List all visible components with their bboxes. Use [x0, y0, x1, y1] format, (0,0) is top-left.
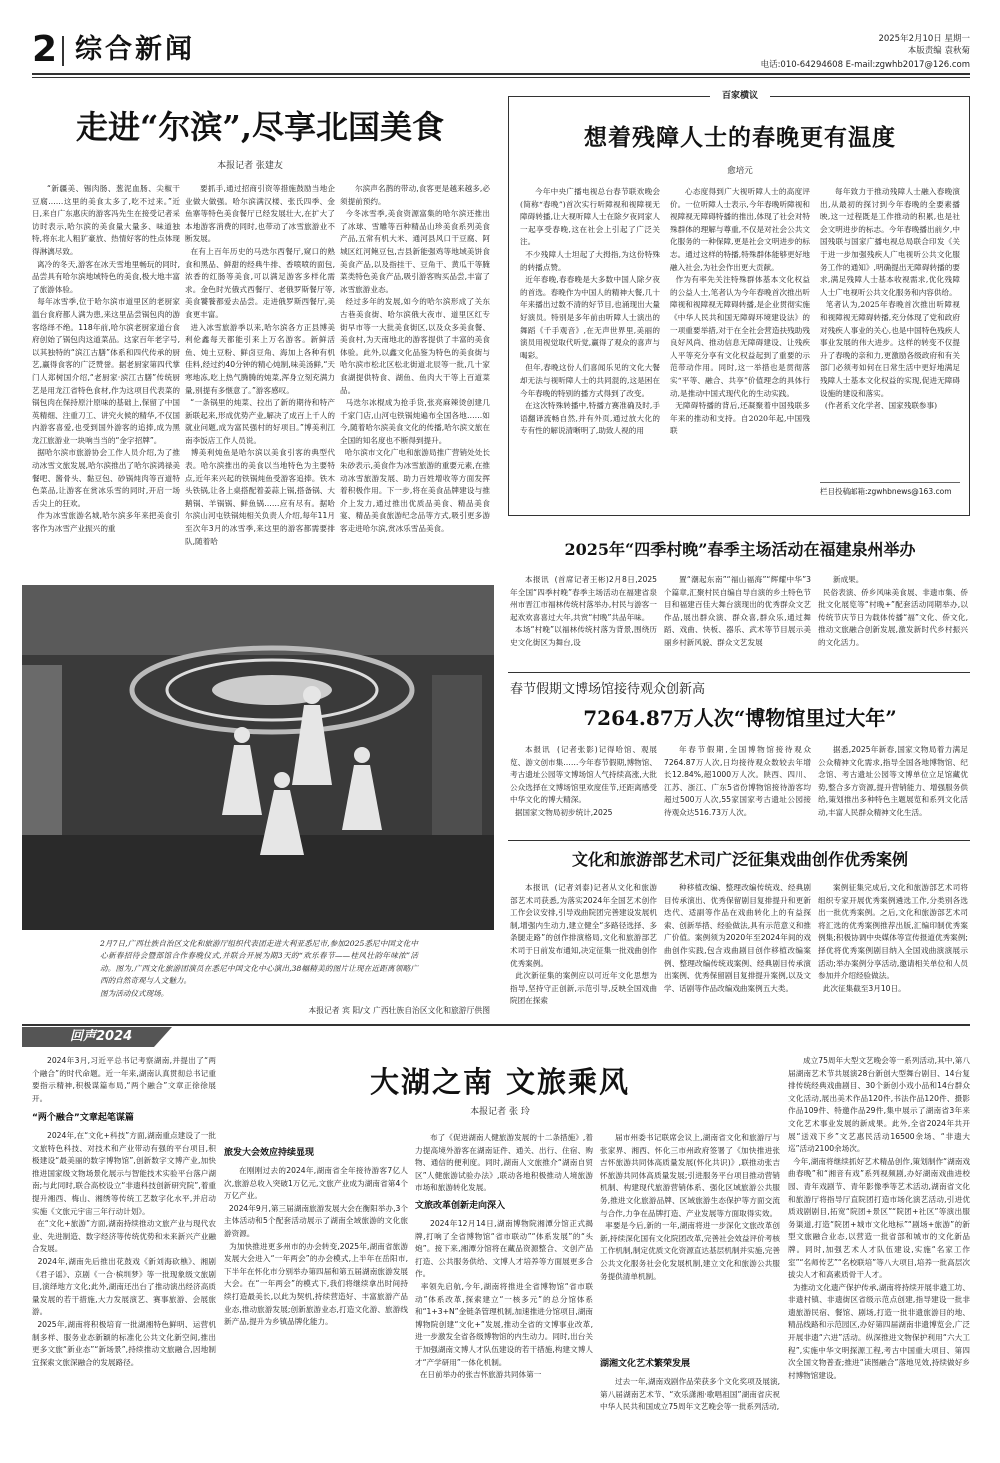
opera-col-3: 案例征集完成后,文化和旅游部艺术司将组织专家开展优秀案例遴选工作,分类别各选出一批优秀案例。之后,文化和旅游部艺术司将汇选的优秀案例推荐出版,汇编印制优秀案例集;积极协调中央媒体等宣传报道优秀案例;择优将优秀案例剧目纳入全国戏曲演演展示活动;举办案例分享活动,邀请相关单位和人员参加并介绍经验做法。 此次征集截至3月10日。	[818, 883, 968, 993]
museum-kicker: 春节假期文博场馆接待观众创新高	[510, 682, 706, 697]
opera-headline: 文化和旅游部艺术司广泛征集戏曲创作优秀案例	[571, 850, 908, 869]
page-number: 2	[32, 29, 58, 70]
huisheng-col-3: 布了《促进湖南人健旅游发展的十二条措施》,着力提高境外游客在湖南证件、通关、出行、住宿、购物、通信的便利度。同时,湖南人文旅推介“湖南自贸区”人健旅游试验办法》,联动各地积极推动人境旅游市场和旅游转化发展。	[415, 1133, 593, 1192]
cunwan-headline: 2025年“四季村晚”春季主场活动在福建泉州举办	[564, 540, 916, 559]
huisheng-subhead-4: 湖湘文化艺术繁荣发展	[600, 1359, 691, 1369]
harbin-headline: 走进“尔滨”,尽享北国美食	[76, 108, 444, 146]
huisheng-col-4b: 过去一年,湖南戏剧作品荣获多个文化奖项及展演,第八届湖南艺术节、“欢乐潇湘·歌唱祖国”湖南省庆祝中华人民共和国成立75周年文艺晚会等一批系列活动,	[600, 1377, 780, 1412]
huisheng-col-2: 在刚刚过去的2024年,湖南省全年接待游客7亿人次,旅游总收入突破1万亿元,文旅产业成为湖南省第4个万亿产业。 2024年9月,第三届湖南旅游发展大会在衡阳举办,3个主体活动和5个配套活动展示了湖南全域旅游的文化旅游资源。 为加快推进更多州市的办会转变,2025年,湖南省旅游发展大会进入“一年两会”的办会模式,上半年在岳阳市,下半年在怀化市分别举办第四届和第五届湖南旅游发展大会。在“一年两会”的模式下,我们将继续拿出时间持续打造最美长,以此为契机,持续营造好、丰富旅游产品业态,推动旅游发展;创新旅游业态,打造文化游、旅游线新产品,提升为乡镇品牌化能力。	[224, 1166, 408, 1327]
harbin-col-3: 尔滨声名鹊的带动,食客更是越来越多,必须提前预约。 今冬冰雪季,美食资源富集的哈尔滨还推出了冰球、雪雕等百种精品山珍美食系列美食产品,五常有机大米、通河县风口干豆腐、阿城区红河鲍豆包,吉县新能强鸡等地域美饼食美食产品,以及指挂干、豆角干、黄瓜干等腌菜类特色美食产品,吸引游客购买品尝,丰富了冰雪旅游业态。 经过多年的发展,如今的哈尔滨形成了关东古巷美食街、哈尔滨俄大夜市、道里区红专街早市等一大批美食街区,以及众多美食餐、美食村,为天南地北的游客提供了丰富的美食体验。此外,以鑫文化品鉴为特色的美食街与哈尔滨市松北区松北街道北辰等一批,几十家食湖提供特食、湖鱼、鱼肉大干等上百道菜品。 马迭尔冰棍成为抢手货,张亮麻辣烫创建几千家门店,山河屯铁锅炖遍布全国各地……如今,随着哈尔滨美食文化的传播,哈尔滨文旅在全国的知名度也不断得到提升。 哈尔滨市文化广电和旅游局推广营销处处长朱砂表示,美食作为冰雪旅游的重要元素,在推动冰雪旅游发展、助力百姓增收等方面发挥着积极作用。下一步,将在美食品牌建设与推介上发力,通过推出优质品美食、精品美食宴、精品美食旅游纪念品等方式,吸引更多游客走进哈尔滨,赏冰乐雪品美食。	[340, 184, 490, 534]
stage-floor	[22, 835, 494, 930]
huisheng-subhead-3: 文旅改革创新走向深入	[415, 1201, 506, 1211]
photo-caption: 2月7日,广西壮族自治区文化和旅游厅组织代表团走进大利亚悉尼市,参加2025悉尼中国文化中心新春招待会暨部馆合作春晚仪式,并联合开展为期3天的“欢乐春节——桂风壮韵年味浓”活动。图为,广西文化旅游团演员在悉尼中国文化中心演出,38幅精美的图片让现在近距离领略广西的自然奇观与人文魅力。 图为活动仪式现场。	[100, 939, 418, 998]
stage-illustration	[22, 585, 494, 930]
editor-line: 本版责编 袁秋菊	[907, 46, 970, 56]
commentary-col-3: 每年致力于推动残障人士融入春晚演出,从最初的探讨到今年春晚的全要素播映,这一过程既是工作推动的积累,也是社会文明进步的标志。今年春晚播出前夕,中国残联与国家广播电视总局联合印发《关于进一步加强残疾人广电视听公共文化服务工作的通知》,明确提出无障碍转播的要求,满足残障人士基本收视需求,优化残障人士广电视听公共文化服务和内容供给。 笔者认为,2025年春晚首次推出听障视和视障视无障碍转播,充分体现了党和政府对残疾人事业的关心,也是中国特色残疾人事业发展的伟大进步。这样的转变不仅提升了春晚的亲和力,更激励各级政府和有关部门必须考如何在日常生活中更好地满足残障人士基本文化权益的实现,促进无障碍设施的建设和落实。 (作者系文化学者、国家残联参事)	[820, 187, 960, 411]
photo-credit: 本报记者 宾 阳/文 广西壮族自治区文化和旅游厅供图	[308, 1006, 490, 1015]
section-rule	[22, 1024, 970, 1026]
harbin-col-1: “新疆美、锡肉肠、葱泥血肠、尖椒干豆腐……这里的美食太多了,吃不过来。”近日,来自广东惠庆的游客冯先生在接受记者采访时表示,哈尔滨的美食量大量多、味道独特,将东北人粗犷豪放、热情好客的性点体现得淋漓尽致。 离冷的冬天,游客在冰天雪地里畅玩的同时,品尝具有哈尔滨地域特色的美食,极大地丰富了旅游体验。 每年冰雪季,位于哈尔滨市道里区的老厨家温台食府都人满为患,来这里品尝锅包肉的游客络绎不绝。118年前,哈尔滨老厨家道台食府创始了锅包肉这道菜品。这家百年老字号,以其独特的“滨江古膳”体系和四代传承的厨艺,赢得食客的广泛赞誉。据老厨家第四代掌门人郑树国介绍,“老厨家·滨江古膳”传统厨艺是用龙江省特色食材,作为这项目代表菜的锅包肉在保持原汁原味的基础上,保留了中国英精细、注重刀工、讲究火候的精华,不仅国内游客喜爱,也受到国外游客的追捧,成为黑龙江旅游业一块响当当的“金字招牌”。 据哈尔滨市旅游协会工作人员介绍,为了推动冰雪文旅发展,哈尔滨推出了哈尔滨鸿禄美餐吧、酱骨头、黏豆包、砂锅炖肉等百道特色菜品,让游客在赏冰乐雪的同时,开启一场舌尖上的狂欢。 作为冰雪旅游名城,哈尔滨多年来把美食引客作为冰雪产业振兴的重	[32, 184, 180, 534]
contact-line: 电话:010-64294608 E-mail:zgwhb2017@126.com	[760, 60, 970, 70]
opera-col-2: 种移植改编、整理改编传统戏、经典剧目传承演出、优秀保留剧目复排提升和更新迭代、适副等作品在戏曲转化上的有益探索、创新举措、经验做法,具有示范意义和推广价值。案例须为2020年至2024年间的戏曲创作实践,包含戏曲剧目创作移植改编案例、整理改编传统戏案例、经典剧目传承演出案例、优秀保留剧目复排提升案例,以及文学、话剧等作品改编戏曲案例五大类。	[664, 883, 811, 993]
huisheng-banner-text: 回声2024	[70, 1029, 133, 1044]
museum-col-2: 年春节假期,全国博物馆接待观众7264.87万人次,日均接待观众数较去年增长12.84%,超1000万人次。陕西、四川、江苏、浙江、广东5省份博物馆接待游客均超过500万人次,55家国家考古遗址公园接待观众达516.73万人次。	[664, 745, 811, 817]
cunwan-col-2: 置“潮起东南”“福山福海”“辉耀中华”3个篇章,汇聚村民自编自导自演的乡土特色节目和福建百佳大舞台演现出的优秀群众文艺作品,展出群众演、群众喜,群众乐,通过舞蹈、戏曲、快板、器乐、武术等节目展示美丽乡村新风貌、群众文艺发展	[664, 575, 811, 647]
huisheng-intro: 2024年3月,习近平总书记考察湖南,并提出了“两个融合”的时代命题。近一年来,湖南认真贯彻总书记重要指示精神,积极谋篇布局,“两个融合”文章正徐徐展开。	[32, 1056, 216, 1103]
huisheng-col-1: 2024年,在“文化+科技”方面,湖南重点建设了一批文旅特色科技、对技术和产业带动有强的平台项目,积极建设“最美丽的数字博物馆”,创新数字文博产业,加快推进国家级文物场景化展示与智能技术实验平台落户湖南;与此同时,联合高校设立“非遗科技创新研究院”,着重提升湘西、梅山、湘绣等传统工艺数字化水平,并启动实施《文旅元宇宙三年行动计划》。 在“文化+旅游”方面,湖南持续推动文旅产业与现代农业、先进制造、数字经济等传统优势和未来新兴产业融合发展。 2024年,湖南先后推出花鼓戏《新刘海砍樵》、湘剧《君子谣》、京剧《一合·槟圳梦》等一批现象级文旅剧目,演绎地方文化;此外,湖南还出台了推动演出经济高质量发展的若干措施,大力发展演艺、赛事旅游、会展旅游。 2025年,湖南将积极培育一批湖湘特色鲜明、运营机制多样、服务业态新颖的标准化公共文化新空间,推出更多文旅“新业态”“新场景”,持续推动文旅融合,因地制宜探索文旅深融合的发展路径。	[32, 1131, 216, 1367]
huisheng-subhead-1: “两个融合”文章起笔谋篇	[32, 1113, 134, 1123]
huisheng-subhead-2: 旅发大会效应持续显现	[224, 1148, 315, 1158]
opera-col-1: 本报讯 (记者刘泰)记者从文化和旅游部艺术司获悉,为落实2024年全国艺术创作工作会议安排,引导戏曲院团完善建设发展机制,增强内生动力,建立健全“多路径选择、多条腿走路”的创作排演格局,文化和旅游部艺术司于日前发布通知,决定征集一批戏曲创作优秀案例。 此次新征集的案例应以可近年文化思想为指导,坚持守正创新,示范引导,反映全国戏曲院团在探索	[510, 883, 657, 1006]
huisheng-byline: 本报记者 张 玲	[470, 1107, 530, 1117]
huisheng-col-4: 届市州委书记联席会议上,湖南省文化和旅游厅与张家界、湘西、怀化三市州政府签署了《加快推进张吉怀旅游共同体高质量发展(怀化共识)》,联推动张吉怀旅游共同体高质量发展;引进服务平台项目推动营销机制、构建现代旅游营销体系、强化区域旅游公共服务,推进文化旅游品牌、区域旅游生态保护等方面交流与合作,力争在品牌打造、产业发展等方面取得实效。 率要是今后,新的一年,湖南将进一步深化文旅改革创新,持续深化国有文化院团改革,完善社会效益评价考核工作机制,制定优质文化资源直达基层机制并实施,完善公共文化服务社会化发展机制,建立文化和旅游公共服务提供清单机制。	[600, 1133, 780, 1281]
dancer-4-head	[274, 772, 290, 788]
dancer-2-head	[234, 727, 250, 743]
left-screen	[22, 665, 62, 845]
cunwan-col-1: 本报讯 (首席记者王彬)2月8日,2025年全国“四季村晚”春季主场活动在福建省泉州市晋江市福林传统村落举办,村民与游客一起欢欢喜喜过大年,共赏“村晚”共品年味。 本场“村晚”以福林传统村落为背景,围绕历史文化街区为舞台,设	[510, 575, 657, 647]
museum-headline: 7264.87万人次“博物馆里过大年”	[583, 706, 897, 730]
commentary-col-1: 今年中央广播电视总台春节联欢晚会(简称“春晚”)首次实行听障视和视障视无障碍转播,让大视听障人士在除夕夜同家人一起享受春晚,这在社会上引起了广泛关注。 不少残障人士坦起了大拇指,为这份特殊的转播点赞。 近年春晚,春春晚是大多数中国人除夕夜的首选。春晚作为中国人的精神大餐,几十年来播出过数不清的好节目,也涌现出大量好演员。特别是多年前由听障人士演出的舞蹈《千手观音》,在无声世界里,美丽的演员用视觉取代听觉,赢得了观众的喜声与喝彩。 但年,春晚这份人们喜闻乐见的文化大餐却无法与视听障人士的共同混的,这是困在今年春晚的特别的播方式得到了改变。 在这次特殊转播中,特播方赛准确及时,手语翻译流畅自然,并有外页,通过放大化的专有性的解说清晰明了,助致人视的用	[520, 187, 660, 436]
cunwan-col-3: 新成果。 民俗表演、侨乡风味美食展、非遗市集、侨批文化展览等“村晚+”配套活动同期举办,以传统节庆节日为载体传播“福”文化、侨文化,推动文旅融合创新发展,激发新时代乡村振兴的文化活力。	[818, 575, 968, 647]
commentary-mailbox: 栏目投稿邮箱:zgwhbnews@163.com	[820, 482, 960, 497]
section-title: 综合新闻	[75, 34, 195, 65]
ceiling	[22, 585, 494, 655]
performance-photo	[22, 585, 494, 930]
date-line: 2025年2月10日 星期一	[878, 34, 970, 44]
commentary-headline: 想着残障人士的春晚更有温度	[584, 124, 896, 151]
divider-museum	[508, 840, 970, 841]
harbin-col-2: 要抓手,通过招商引资等措施鼓励当地企业做大做强。哈尔滨满汉楼、张氏四季、金鱼寨等特色美食餐厅已经发展壮大,在扩大了本地游客消费的同时,也带动了冰雪旅游业不断发展。 在有上百年历史的马迭尔西餐厅,窥口的熟食和黑品、鲜甜的经典牛排、香喷喷的面包,浓香的红肠等美食,可以满足游客多样化需求。金色时光俄式西餐厅、老俄罗斯餐厅等,美食饕餮都爱去品尝。走进俄罗斯西餐厅,美食更丰富。 进入冰雪旅游季以来,哈尔滨各方正县博美利伦鑫每天都能引来上万名游客。新鲜活鱼、炖土豆粉、鲜卤豆角、海加上各种有机佳料,经过约40分钟的精心炖制,味美汤鲜,“天寒地冻,吃上热气腾腾的炖菜,浑身立刻充满力量,别提有多惬意了。”游客感叹。 “一条锅里的炖菜、拉出了新的期待和特产新联起来,形成优势产业,解决了成百上千人的就业问题,成为富民强村的好项目。”博美利江南李饭店工作人员说。 博美利炖鱼是哈尔滨以美食引客的典型代表。哈尔滨推出的美食以当地特色为主要特点,近年来兴起的铁锅炖鱼受游客追捧。铁木头铁锅,让各上桌搭配着姜蒜上锅,搭备锅、大鹅锅、羊锅锅、鲜鱼锅……应有尽有。据哈尔滨山河屯铁锅炖相关负责人介绍,每年11月至次年3月的冰雪季,来这里的游客都需要排队,随着哈	[185, 184, 335, 546]
right-flag	[432, 675, 482, 835]
commentary-col-2: 心态度得到广大视听障人士的高度评价。一位听障人士表示,今年春晚听障视和视障视无障碍特播的推出,体现了社会对特殊群体的理解与尊重,不仅是对社会公共文化服务的一种保障,更是社会文明进步的标志。通过这样的特播,特殊群体能够更好地融入社会,为社会作出更大贡献。 作为有率先关注特殊群体基本文化权益的公益人士,笔者认为今年春晚首次推出听障视和视障视无障碍转播,是企业贯彻实施《中华人民共和国无障碍环境建设法》的一项重要举措,对于在全社会营造扶残助残良好风尚、推动信息无障碍建设、让残疾人平等充分享有文化权益起到了重要的示范带动作用。同时,这一举措也是贯彻落实“平等、融合、共享”价值理念的具体行动,是推动中国式现代化的生动实践。 无障碍特播的背后,还凝聚着中国残联多年来的推动和支持。自2020年起,中国残联	[670, 187, 810, 436]
museum-col-3: 据悉,2025年新春,国家文物局着力满足公众精神文化需求,指导全国各地博物馆、纪念馆、考古遗址公园等文博单位立足馆藏优势,整合多方资源,提升营销能力、增强服务供给,策划推出多种特色主题展览和系列文化活动,丰富人民群众精神文化生活。	[818, 745, 968, 817]
header-rule-thin	[32, 77, 970, 78]
museum-col-1: 本报讯 (记者张影)记得哈馆、观展览、游文创市集……今年春节假期,博物馆、考古遗址公园等文博场馆人气持续高涨,大批公众选择在文博场馆里欢度佳节,还距离感受中华文化的博大精深。 据国家文物局初步统计,2025	[510, 745, 657, 817]
commentary-author: 愈培元	[727, 166, 753, 176]
huisheng-headline: 大湖之南 文旅乘风	[369, 1065, 631, 1099]
dancer-1-head	[303, 686, 321, 704]
divider-cunwan	[508, 672, 970, 673]
header-rule	[32, 73, 970, 75]
harbin-byline: 本报记者 张建友	[217, 161, 283, 171]
huisheng-col-5: 成立75周年大型文艺晚会等一系列活动,其中,第八届湖南艺术节共展演28台新创大型舞台剧目、14台复排传统经典戏曲剧目、30个新创小戏小品和14台群众文化活动,展出美术作品120件,书法作品120件、摄影作品109件、特邀作品29件,集中展示了湖南省3年来文化艺术事业发展的新成果。此外,全省2024年共开展“送戏下乡”文艺惠民活动16500余场、“非遗大巡”活动2100余场次。 今年,湖南将继续抓好艺术精品创作,策划制作“湖南戏曲春晚”和“湘音有戏”系列视频剧,办好湖南戏曲进校园、青年戏剧节、青年影像季等艺术活动,湖南省文化和旅游厅将指导厅直院团打造市场化演艺活动,引进优质戏剧剧目,拓宽“院团+景区”“院团+社区”等演出服务渠道,打造“院团+城市文化地标”“剧场+旅游”的新型文旅融合业态,以营造一批省部和城市的文化新品牌。同时,加强艺术人才队伍建设,实施“名家工作室”“名师传艺”“名校联培”等八大项目,培养一批高层次拔尖人才和高素质骨干人才。 为推动文化遗产保护传承,湖南将持续开展非遗工坊、非遗村镇、非遗街区省级示范点创建,指导建设一批非遗旅游民宿、餐馆、剧场,打造一批非遗旅游目的地、精品线路和示范园区,办好第四届湖南非遗博览会,广泛开展非遗“六进”活动。纵深推进文物保护利用“六大工程”,实施中华文明探源工程,考古中国重大项目、第四次全国文物普查;推进“读图融合”落地见效,持续做好乡村博物馆建设。	[788, 1056, 970, 1380]
huisheng-col-3b: 2024年12月14日,湖南博物院湘潭分馆正式揭牌,打响了全省博物馆“省市联动”“体系发展”的“头炮”。接下来,湘潭分馆将在藏品资源整合、文创产品打造、公共服务供给、文博人才培养等方面展更多合作。 率领先启航,今年,湖南将推进全省博物馆“省市联动”体系改革,探索建立“一核多元”的总分馆体系和“1+3+N”金链条管理机制,加速推进分馆项目,湖南博物院创建“文化+”发展,推动全省的文博事业改革,进一步激发全省各级博物馆的内生动力。同时,出台关于加强湖南文博人才队伍建设的若干措施,构建文博人才“产学研用”一体化机制。 在日前举办的张吉怀旅游共同体第一	[415, 1219, 593, 1380]
dancer-3-head	[354, 747, 370, 763]
page-number-divider	[62, 36, 64, 66]
commentary-label: 百家横议	[710, 88, 770, 101]
